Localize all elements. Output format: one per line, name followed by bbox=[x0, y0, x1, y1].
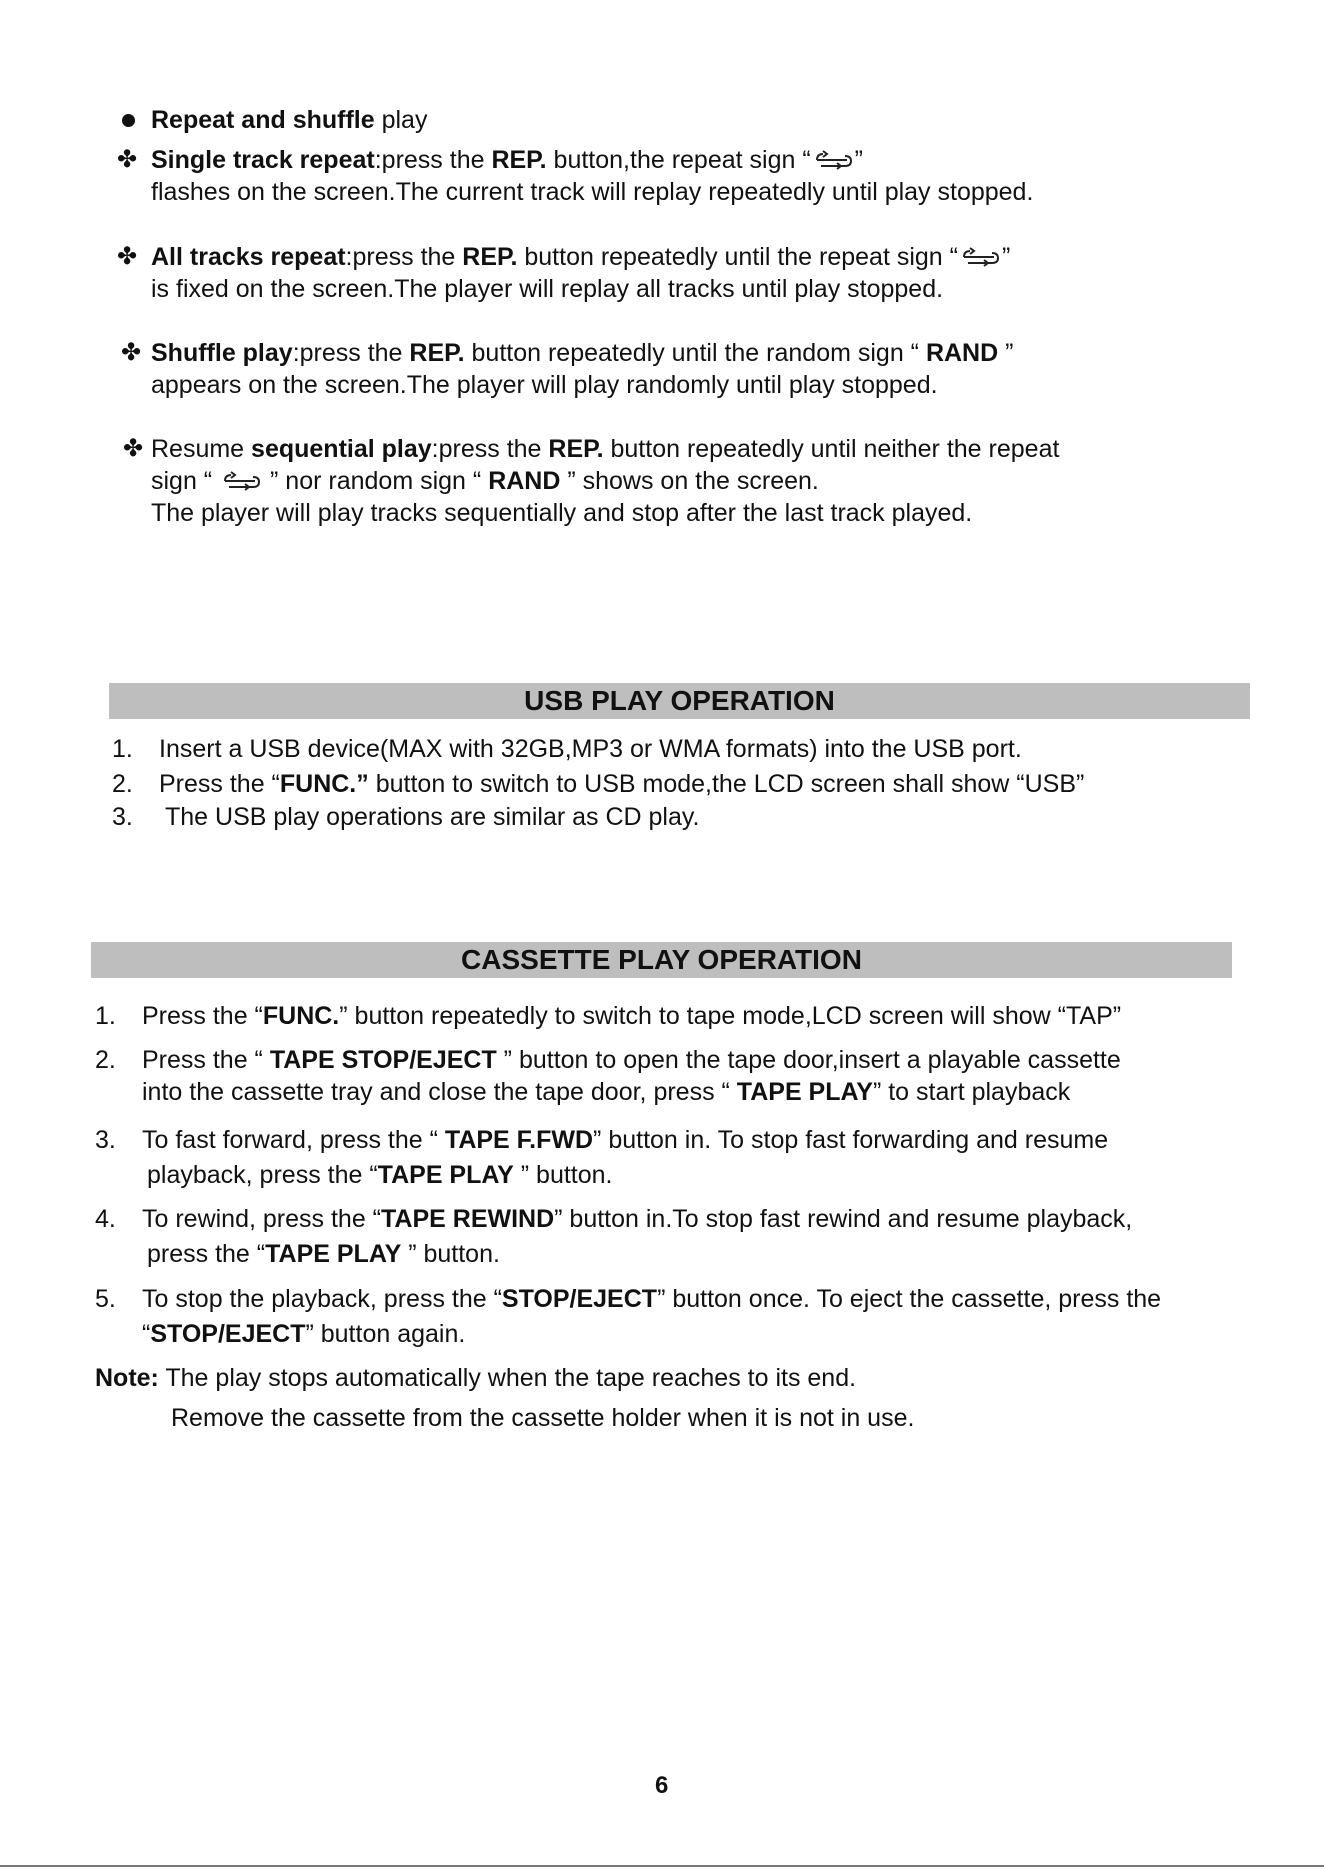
cassette-item-1: Press the “FUNC.” button repeatedly to switch to tape mode,LCD screen will show “TAP” bbox=[142, 1002, 1122, 1030]
resume-line1: Resume sequential play:press the REP. button repeatedly until neither the repeat bbox=[151, 435, 1060, 463]
diamond-bullet-icon: ✤ bbox=[121, 339, 142, 366]
cassette-item-2-line2: into the cassette tray and close the tape door, press “ TAPE PLAY” to start playback bbox=[142, 1078, 1071, 1106]
bottom-rule bbox=[0, 1865, 1324, 1867]
resume-line3: The player will play tracks sequentially and stop after the last track played. bbox=[151, 499, 973, 527]
repeat-sign-icon bbox=[219, 469, 263, 493]
diamond-bullet-icon: ✤ bbox=[117, 243, 138, 270]
cassette-item-3-line1: To fast forward, press the “ TAPE F.FWD” button in. To stop fast forwarding and resume bbox=[142, 1126, 1109, 1154]
cassette-item-number: 2. bbox=[95, 1046, 116, 1074]
cassette-item-3-line2: playback, press the “TAPE PLAY ” button. bbox=[147, 1161, 613, 1189]
bullet-dot bbox=[122, 114, 135, 127]
usb-item-number: 1. bbox=[112, 735, 133, 763]
cassette-item-number: 1. bbox=[95, 1002, 116, 1030]
usb-item-1: Insert a USB device(MAX with 32GB,MP3 or WMA formats) into the USB port. bbox=[159, 735, 1022, 763]
note-line2: Remove the cassette from the cassette holder when it is not in use. bbox=[171, 1404, 915, 1432]
repeat-sign-icon bbox=[958, 245, 1002, 269]
all-repeat-line1: All tracks repeat:press the REP. button repeatedly until the repeat sign “ ” bbox=[151, 243, 1011, 271]
diamond-bullet-icon: ✤ bbox=[117, 146, 138, 173]
shuffle-line2: appears on the screen.The player will play randomly until play stopped. bbox=[151, 371, 938, 399]
shuffle-line1: Shuffle play:press the REP. button repeatedly until the random sign “ RAND ” bbox=[151, 339, 1014, 367]
usb-item-number: 3. bbox=[112, 803, 133, 831]
cassette-item-5-line2: “STOP/EJECT” button again. bbox=[142, 1320, 466, 1348]
cassette-item-5-line1: To stop the playback, press the “STOP/EJECT” button once. To eject the cassette, press the bbox=[142, 1285, 1162, 1313]
usb-item-3: The USB play operations are similar as CD play. bbox=[165, 803, 700, 831]
repeat-sign-icon bbox=[811, 148, 855, 172]
cassette-section-title: CASSETTE PLAY OPERATION bbox=[91, 942, 1232, 978]
single-repeat-line2: flashes on the screen.The current track will replay repeatedly until play stopped. bbox=[151, 178, 1034, 206]
repeat-heading: Repeat and shuffle play bbox=[151, 106, 428, 134]
usb-section-title: USB PLAY OPERATION bbox=[109, 683, 1250, 719]
cassette-item-4-line2: press the “TAPE PLAY ” button. bbox=[147, 1240, 500, 1268]
cassette-item-number: 5. bbox=[95, 1285, 116, 1313]
usb-item-number: 2. bbox=[112, 770, 133, 798]
diamond-bullet-icon: ✤ bbox=[123, 435, 144, 462]
usb-item-2: Press the “FUNC.” button to switch to USB mode,the LCD screen shall show “USB” bbox=[159, 770, 1085, 798]
single-repeat-line1: Single track repeat:press the REP. button,the repeat sign “ ” bbox=[151, 146, 863, 174]
cassette-item-number: 4. bbox=[95, 1205, 116, 1233]
page-number: 6 bbox=[655, 1772, 669, 1799]
resume-line2: sign “ ” nor random sign “ RAND ” shows on the screen. bbox=[151, 467, 819, 495]
cassette-item-number: 3. bbox=[95, 1126, 116, 1154]
all-repeat-line2: is fixed on the screen.The player will replay all tracks until play stopped. bbox=[151, 275, 944, 303]
cassette-item-2-line1: Press the “ TAPE STOP/EJECT ” button to open the tape door,insert a playable cassette bbox=[142, 1046, 1121, 1074]
note-line1: Note: The play stops automatically when the tape reaches to its end. bbox=[95, 1364, 857, 1392]
cassette-item-4-line1: To rewind, press the “TAPE REWIND” button in.To stop fast rewind and resume playback, bbox=[142, 1205, 1133, 1233]
